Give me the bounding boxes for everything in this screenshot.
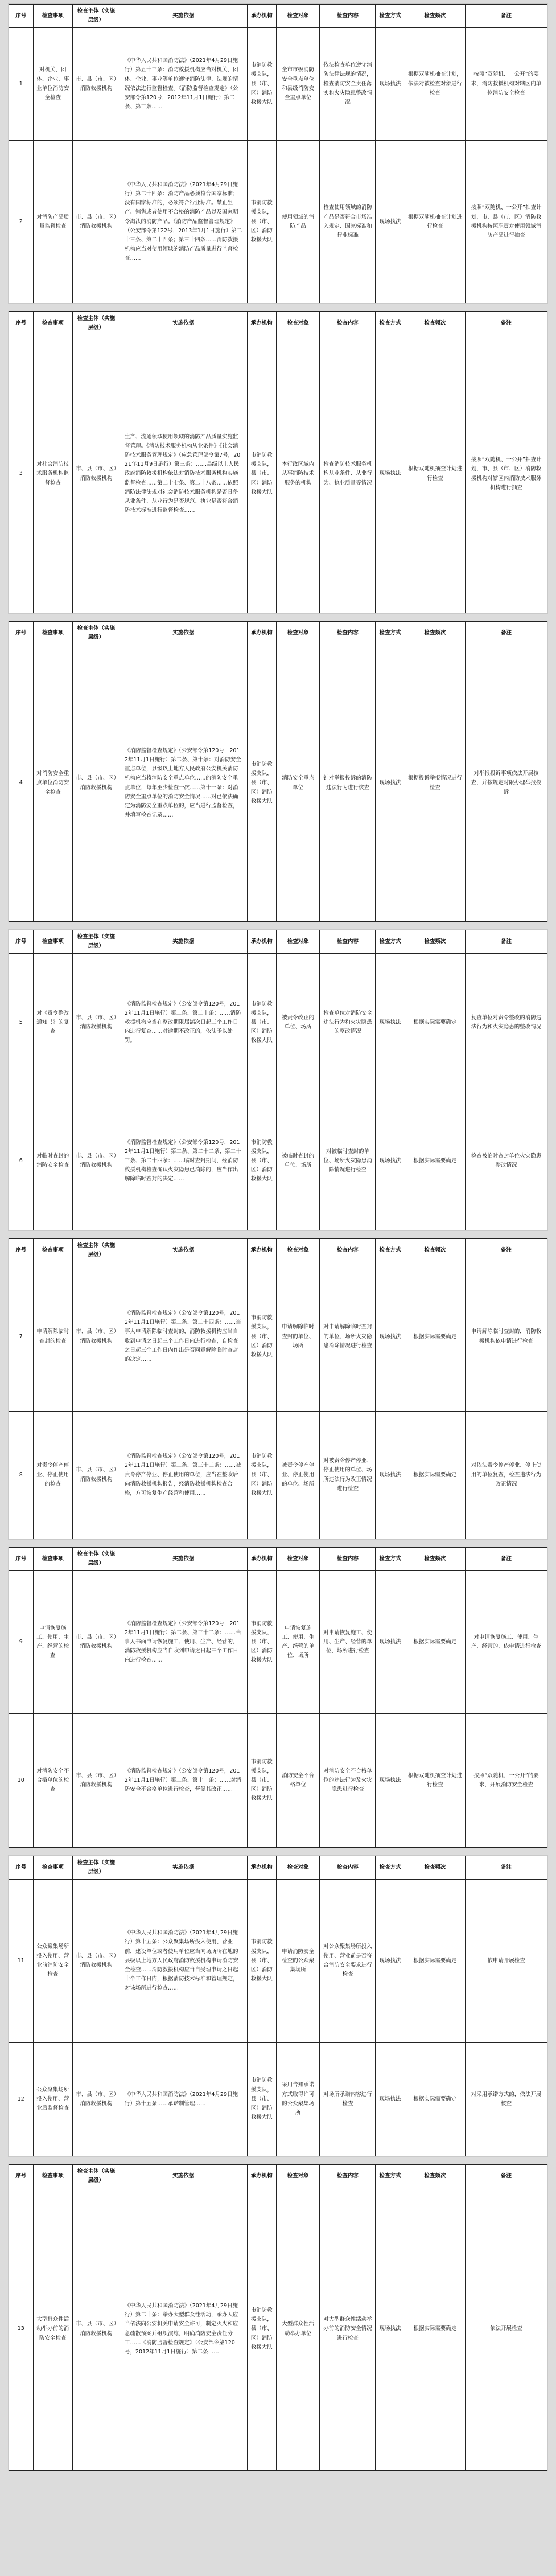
cell-object: 申请恢复施工、使用、生产、经营的单位、场所	[276, 1571, 320, 1714]
column-header-item: 检查事项	[33, 930, 72, 954]
cell-method: 现场执法	[376, 1092, 405, 1230]
column-header-org: 承办机构	[247, 930, 276, 954]
table-header-row	[9, 1239, 547, 1262]
cell-method: 现场执法	[376, 1412, 405, 1539]
column-header-subject: 检查主体（实施层级）	[72, 1239, 120, 1262]
cell-basis: 《消防监督检查规定》（公安部令第120号，2012年11月1日施行）第二条、第十一条：……对消防安全不合格单位进行检查，督促其改正……	[120, 1714, 247, 1848]
cell-method: 现场执法	[376, 141, 405, 303]
cell-subject: 市、县（市、区）消防救援机构	[72, 2042, 120, 2156]
cell-method: 现场执法	[376, 1714, 405, 1848]
cell-basis: 《中华人民共和国消防法》（2021年4月29日施行）第五十三条：消防救援机构应当对机关、团体、企业、事业等单位遵守消防法律、法规的情况依法进行监督检查。《消防监督检查规定》（公安部令第120号，2012年11月1日施行）第二条、第三条……	[120, 28, 247, 141]
column-header-org: 承办机构	[247, 312, 276, 335]
column-header-basis: 实施依据	[120, 312, 247, 335]
cell-object: 申请解除临时查封的单位、场所	[276, 1262, 320, 1412]
table-row	[9, 645, 547, 922]
column-header-freq: 检查频次	[405, 930, 466, 954]
column-header-basis: 实施依据	[120, 622, 247, 645]
table-header-row	[9, 1548, 547, 1571]
column-header-freq: 检查频次	[405, 312, 466, 335]
cell-method: 现场执法	[376, 954, 405, 1092]
cell-content: 对申请解除临时查封的单位、场所火灾隐患消除情况进行检查	[320, 1262, 376, 1412]
cell-item: 对机关、团体、企业、事业单位消防安全检查	[33, 28, 72, 141]
cell-org: 市消防救援支队，县（市、区）消防救援大队	[247, 1262, 276, 1412]
document-page	[8, 929, 548, 1231]
column-header-freq: 检查频次	[405, 5, 466, 28]
cell-object: 消防安全重点单位	[276, 645, 320, 922]
cell-object: 被责令改正的单位、场所	[276, 954, 320, 1092]
cell-org: 市消防救援支队，县（市、区）消防救援大队	[247, 2188, 276, 2471]
cell-no: 1	[9, 28, 34, 141]
table-row	[9, 2042, 547, 2156]
table-row	[9, 2188, 547, 2471]
document-page	[8, 1238, 548, 1540]
column-header-no: 序号	[9, 930, 34, 954]
column-header-freq: 检查频次	[405, 1856, 466, 1880]
cell-subject: 市、县（市、区）消防救援机构	[72, 1571, 120, 1714]
cell-subject: 市、县（市、区）消防救援机构	[72, 954, 120, 1092]
cell-org: 市消防救援支队，县（市、区）消防救援大队	[247, 28, 276, 141]
column-header-item: 检查事项	[33, 1856, 72, 1880]
column-header-remark: 备注	[466, 312, 547, 335]
document-page	[8, 1855, 548, 2157]
column-header-object: 检查对象	[276, 622, 320, 645]
inspection-table	[9, 621, 547, 922]
column-header-content: 检查内容	[320, 1548, 376, 1571]
cell-org: 市消防救援支队，县（市、区）消防救援大队	[247, 954, 276, 1092]
cell-remark: 申请解除临时查封的，消防救援机构依申请进行检查	[466, 1262, 547, 1412]
column-header-remark: 备注	[466, 622, 547, 645]
cell-no: 10	[9, 1714, 34, 1848]
column-header-method: 检查方式	[376, 2165, 405, 2188]
column-header-content: 检查内容	[320, 1239, 376, 1262]
cell-no: 6	[9, 1092, 34, 1230]
document-page	[8, 1547, 548, 1848]
column-header-content: 检查内容	[320, 5, 376, 28]
column-header-freq: 检查频次	[405, 1239, 466, 1262]
table-row	[9, 1571, 547, 1714]
cell-method: 现场执法	[376, 1262, 405, 1412]
cell-content: 对公众聚集场所投入使用、营业前是否符合消防安全要求进行检查	[320, 1880, 376, 2043]
column-header-method: 检查方式	[376, 1548, 405, 1571]
cell-freq: 根据双随机抽查计划进行检查	[405, 141, 466, 303]
cell-subject: 市、县（市、区）消防救援机构	[72, 645, 120, 922]
column-header-item: 检查事项	[33, 1548, 72, 1571]
cell-no: 9	[9, 1571, 34, 1714]
cell-remark: 对举报投诉事项依法开展核查，并按规定时限办理举报投诉	[466, 645, 547, 922]
table-header-row	[9, 5, 547, 28]
cell-freq: 根据实际需要确定	[405, 2042, 466, 2156]
column-header-object: 检查对象	[276, 930, 320, 954]
column-header-freq: 检查频次	[405, 2165, 466, 2188]
column-header-basis: 实施依据	[120, 2165, 247, 2188]
column-header-method: 检查方式	[376, 1239, 405, 1262]
cell-no: 13	[9, 2188, 34, 2471]
inspection-table	[9, 1547, 547, 1848]
table-row	[9, 1880, 547, 2043]
cell-freq: 根据双随机抽查计划进行检查	[405, 1714, 466, 1848]
column-header-org: 承办机构	[247, 5, 276, 28]
cell-object: 被临时查封的单位、场所	[276, 1092, 320, 1230]
cell-freq: 根据实际需要确定	[405, 1571, 466, 1714]
cell-method: 现场执法	[376, 1571, 405, 1714]
column-header-subject: 检查主体（实施层级）	[72, 5, 120, 28]
cell-object: 被责令停产停业、停止使用的单位、场所	[276, 1412, 320, 1539]
table-row	[9, 28, 547, 141]
column-header-no: 序号	[9, 312, 34, 335]
document-page	[8, 311, 548, 614]
cell-basis: 《中华人民共和国消防法》（2021年4月29日施行）第十五条：公众聚集场所投入使用、营业前，建设单位或者使用单位应当向场所所在地的县级以上地方人民政府消防救援机构申请消防安全检查……消防救援机构应当自受理申请之日起十个工作日内，根据消防技术标准和管理规定，对该场所进行检查……	[120, 1880, 247, 2043]
cell-remark: 对采用承诺方式的，依法开展核查	[466, 2042, 547, 2156]
cell-object: 本行政区域内从事消防技术服务的机构	[276, 335, 320, 613]
cell-item: 公众聚集场所投入使用、营业后监督检查	[33, 2042, 72, 2156]
column-header-basis: 实施依据	[120, 1548, 247, 1571]
column-header-object: 检查对象	[276, 312, 320, 335]
column-header-subject: 检查主体（实施层级）	[72, 622, 120, 645]
cell-freq: 根据实际需要确定	[405, 2188, 466, 2471]
cell-no: 4	[9, 645, 34, 922]
cell-remark: 检查被临时查封单位火灾隐患整改情况	[466, 1092, 547, 1230]
table-row	[9, 1092, 547, 1230]
cell-remark: 对依法责令停产停业、停止使用的单位复查，检查违法行为改正情况	[466, 1412, 547, 1539]
cell-org: 市消防救援支队，县（市、区）消防救援大队	[247, 645, 276, 922]
inspection-table	[9, 930, 547, 1230]
cell-freq: 根据双随机抽查计划，依法对被检查对象进行检查	[405, 28, 466, 141]
column-header-no: 序号	[9, 622, 34, 645]
column-header-remark: 备注	[466, 930, 547, 954]
column-header-no: 序号	[9, 1548, 34, 1571]
column-header-method: 检查方式	[376, 312, 405, 335]
column-header-method: 检查方式	[376, 1856, 405, 1880]
cell-subject: 市、县（市、区）消防救援机构	[72, 1092, 120, 1230]
cell-basis: 《中华人民共和国消防法》（2021年4月29日施行）第二十条：举办大型群众性活动，承办人应当依法向公安机关申请安全许可，制定灭火和应急疏散预案并组织演练，明确消防安全责任分工……《消防监督检查规定》（公安部令第120号，2012年11月1日施行）第二条……	[120, 2188, 247, 2471]
cell-method: 现场执法	[376, 2042, 405, 2156]
column-header-no: 序号	[9, 1239, 34, 1262]
cell-item: 公众聚集场所投入使用、营业前消防安全检查	[33, 1880, 72, 2043]
column-header-basis: 实施依据	[120, 5, 247, 28]
cell-subject: 市、县（市、区）消防救援机构	[72, 2188, 120, 2471]
column-header-remark: 备注	[466, 1239, 547, 1262]
column-header-item: 检查事项	[33, 2165, 72, 2188]
column-header-item: 检查事项	[33, 622, 72, 645]
inspection-table	[9, 311, 547, 613]
cell-basis: 《消防监督检查规定》（公安部令第120号，2012年11月1日施行）第二条、第三十二条：……当事人书面申请恢复施工、使用、生产、经营的，消防救援机构应当自收到申请之日起三个工作日内进行检查……	[120, 1571, 247, 1714]
cell-subject: 市、县（市、区）消防救援机构	[72, 141, 120, 303]
inspection-table	[9, 2164, 547, 2471]
cell-org: 市消防救援支队，县（市、区）消防救援大队	[247, 1092, 276, 1230]
column-header-method: 检查方式	[376, 5, 405, 28]
table-header-row	[9, 2165, 547, 2188]
cell-org: 市消防救援支队，县（市、区）消防救援大队	[247, 1714, 276, 1848]
table-row	[9, 1714, 547, 1848]
cell-method: 现场执法	[376, 28, 405, 141]
cell-org: 市消防救援支队，县（市、区）消防救援大队	[247, 141, 276, 303]
column-header-object: 检查对象	[276, 1239, 320, 1262]
inspection-table	[9, 1238, 547, 1539]
cell-subject: 市、县（市、区）消防救援机构	[72, 1714, 120, 1848]
cell-freq: 根据实际需要确定	[405, 1880, 466, 2043]
column-header-content: 检查内容	[320, 2165, 376, 2188]
column-header-no: 序号	[9, 2165, 34, 2188]
document-page	[8, 3, 548, 304]
cell-basis: 《消防监督检查规定》（公安部令第120号，2012年11月1日施行）第二条、第三十二条：……被责令停产停业、停止使用的单位，应当在整改后向消防救援机构报告，经消防救援机构检查合格，方可恢复生产经营和使用……	[120, 1412, 247, 1539]
cell-basis: 《中华人民共和国消防法》（2021年4月29日施行）第二十四条：消防产品必须符合国家标准；没有国家标准的，必须符合行业标准。禁止生产、销售或者使用不合格的消防产品以及国家明令淘汰的消防产品。《消防产品监督管理规定》（公安部令第122号，2013年1月1日施行）第二十三条、第二十四条；第三十四条……消防救援机构应当对使用领域的消防产品质量进行监督检查……	[120, 141, 247, 303]
cell-basis: 《消防监督检查规定》（公安部令第120号，2012年11月1日施行）第二条、第二十条：……消防救援机构应当在整改期限届满次日起三个工作日内进行复查……对逾期不改正的，依法予以处罚。	[120, 954, 247, 1092]
cell-freq: 根据实际需要确定	[405, 1262, 466, 1412]
cell-no: 11	[9, 1880, 34, 2043]
column-header-item: 检查事项	[33, 1239, 72, 1262]
cell-method: 现场执法	[376, 1880, 405, 2043]
column-header-org: 承办机构	[247, 2165, 276, 2188]
cell-remark: 按照“双随机、一公开”抽查计划，市、县（市、区）消防救援机构按照职责对使用领域消防产品进行抽查	[466, 141, 547, 303]
cell-no: 5	[9, 954, 34, 1092]
column-header-subject: 检查主体（实施层级）	[72, 1856, 120, 1880]
cell-object: 采用告知承诺方式取得许可的公众聚集场所	[276, 2042, 320, 2156]
cell-no: 8	[9, 1412, 34, 1539]
column-header-no: 序号	[9, 5, 34, 28]
cell-item: 申请解除临时查封的检查	[33, 1262, 72, 1412]
document-page	[8, 2164, 548, 2471]
cell-remark: 对申请恢复施工、使用、生产、经营的，依申请进行检查	[466, 1571, 547, 1714]
table-header-row	[9, 1856, 547, 1880]
cell-item: 对消防产品质量监督检查	[33, 141, 72, 303]
cell-freq: 根据实际需要确定	[405, 954, 466, 1092]
column-header-org: 承办机构	[247, 1548, 276, 1571]
cell-object: 全市市级消防安全重点单位和县级消防安全重点单位	[276, 28, 320, 141]
cell-remark: 按照“双随机、一公开”的要求，开展消防安全检查	[466, 1714, 547, 1848]
cell-item: 对临时查封的消防安全检查	[33, 1092, 72, 1230]
cell-method: 现场执法	[376, 645, 405, 922]
column-header-content: 检查内容	[320, 312, 376, 335]
cell-object: 申请消防安全检查的公众聚集场所	[276, 1880, 320, 2043]
column-header-freq: 检查频次	[405, 1548, 466, 1571]
column-header-content: 检查内容	[320, 622, 376, 645]
cell-basis: 生产、流通领域使用领域的消防产品质量实施监督管理。《消防技术服务机构从业条件》《社会消防技术服务管理规定》（应急管理部令第7号，2021年11月9日施行）第三条：……县级以上人民政府消防救援机构依法对消防技术服务机构实施监督检查……第二十七条、第二十八条……依照消防法律法规对社会消防技术服务机构是否具备从业条件、从业行为是否规范、执业是否符合消防技术标准进行监督检查……	[120, 335, 247, 613]
cell-object: 使用领域的消防产品	[276, 141, 320, 303]
cell-org: 市消防救援支队，县（市、区）消防救援大队	[247, 1412, 276, 1539]
cell-item: 申请恢复施工、使用、生产、经营的检查	[33, 1571, 72, 1714]
cell-remark: 依法开展检查	[466, 2188, 547, 2471]
column-header-item: 检查事项	[33, 5, 72, 28]
cell-item: 对《责令整改通知书》的复查	[33, 954, 72, 1092]
cell-item: 对消防安全重点单位消防安全检查	[33, 645, 72, 922]
column-header-org: 承办机构	[247, 1856, 276, 1880]
cell-org: 市消防救援支队，县（市、区）消防救援大队	[247, 1880, 276, 2043]
cell-basis: 《消防监督检查规定》（公安部令第120号，2012年11月1日施行）第二条、第二十四条：……当事人申请解除临时查封的，消防救援机构应当自收到申请之日起三个工作日内进行检查，自检查之日起三个工作日内作出是否同意解除临时查封的决定……	[120, 1262, 247, 1412]
table-header-row	[9, 312, 547, 335]
cell-no: 12	[9, 2042, 34, 2156]
column-header-subject: 检查主体（实施层级）	[72, 1548, 120, 1571]
cell-basis: 《消防监督检查规定》（公安部令第120号，2012年11月1日施行）第二条、第十条：对消防安全重点单位，县级以上地方人民政府公安机关消防机构应当将消防安全重点单位……的消防安全重点单位，每年至少检查一次……第十一条：对消防安全重点单位的消防安全情况……对已依法确定为消防安全重点单位的，应当进行监督检查，并填写检查记录……	[120, 645, 247, 922]
cell-remark: 按照“双随机、一公开”抽查计划，市、县（市、区）消防救援机构对辖区内消防技术服务机构进行抽查	[466, 335, 547, 613]
document-page	[8, 621, 548, 922]
cell-content: 对场所承诺内容进行检查	[320, 2042, 376, 2156]
cell-item: 对消防安全不合格单位的检查	[33, 1714, 72, 1848]
cell-subject: 市、县（市、区）消防救援机构	[72, 1880, 120, 2043]
column-header-basis: 实施依据	[120, 1239, 247, 1262]
cell-remark: 复查单位对责令整改的消防违法行为和火灾隐患的整改情况	[466, 954, 547, 1092]
cell-basis: 《中华人民共和国消防法》（2021年4月29日施行）第十五条……承诺制管理……	[120, 2042, 247, 2156]
table-row	[9, 335, 547, 613]
column-header-content: 检查内容	[320, 930, 376, 954]
cell-method: 现场执法	[376, 335, 405, 613]
cell-content: 针对举报投诉的消防违法行为进行核查	[320, 645, 376, 922]
cell-content: 对被责令停产停业、停止使用的单位、场所违法行为改正情况进行检查	[320, 1412, 376, 1539]
cell-content: 对大型群众性活动举办前的消防安全情况进行检查	[320, 2188, 376, 2471]
column-header-subject: 检查主体（实施层级）	[72, 930, 120, 954]
column-header-object: 检查对象	[276, 5, 320, 28]
cell-item: 对责令停产停业、停止使用的检查	[33, 1412, 72, 1539]
cell-org: 市消防救援支队，县（市、区）消防救援大队	[247, 1571, 276, 1714]
column-header-method: 检查方式	[376, 930, 405, 954]
cell-content: 对申请恢复施工、使用、生产、经营的单位、场所进行检查	[320, 1571, 376, 1714]
column-header-method: 检查方式	[376, 622, 405, 645]
table-header-row	[9, 930, 547, 954]
column-header-remark: 备注	[466, 1856, 547, 1880]
column-header-org: 承办机构	[247, 622, 276, 645]
column-header-content: 检查内容	[320, 1856, 376, 1880]
cell-no: 3	[9, 335, 34, 613]
cell-subject: 市、县（市、区）消防救援机构	[72, 1412, 120, 1539]
table-row	[9, 141, 547, 303]
column-header-subject: 检查主体（实施层级）	[72, 2165, 120, 2188]
cell-org: 市消防救援支队，县（市、区）消防救援大队	[247, 2042, 276, 2156]
column-header-object: 检查对象	[276, 2165, 320, 2188]
cell-freq: 根据实际需要确定	[405, 1412, 466, 1539]
cell-subject: 市、县（市、区）消防救援机构	[72, 28, 120, 141]
table-row	[9, 1262, 547, 1412]
column-header-object: 检查对象	[276, 1856, 320, 1880]
cell-method: 现场执法	[376, 2188, 405, 2471]
column-header-basis: 实施依据	[120, 1856, 247, 1880]
cell-content: 检查消防技术服务机构从业条件、从业行为、执业质量等情况	[320, 335, 376, 613]
cell-subject: 市、县（市、区）消防救援机构	[72, 335, 120, 613]
cell-item: 对社会消防技术服务机构监督检查	[33, 335, 72, 613]
cell-object: 大型群众性活动举办单位	[276, 2188, 320, 2471]
column-header-remark: 备注	[466, 1548, 547, 1571]
column-header-subject: 检查主体（实施层级）	[72, 312, 120, 335]
cell-content: 对被临时查封的单位、场所火灾隐患消除情况进行检查	[320, 1092, 376, 1230]
column-header-org: 承办机构	[247, 1239, 276, 1262]
cell-remark: 按照“双随机、一公开”的要求，消防救援机构对辖区内单位消防安全检查	[466, 28, 547, 141]
inspection-table	[9, 1856, 547, 2156]
column-header-remark: 备注	[466, 2165, 547, 2188]
cell-remark: 依申请开展检查	[466, 1880, 547, 2043]
cell-content: 检查使用领域的消防产品是否符合市场准入规定、国家标准和行业标准	[320, 141, 376, 303]
table-header-row	[9, 622, 547, 645]
column-header-freq: 检查频次	[405, 622, 466, 645]
table-row	[9, 1412, 547, 1539]
column-header-basis: 实施依据	[120, 930, 247, 954]
cell-subject: 市、县（市、区）消防救援机构	[72, 1262, 120, 1412]
inspection-table	[9, 4, 547, 303]
cell-basis: 《消防监督检查规定》（公安部令第120号，2012年11月1日施行）第二条、第二十二条、第二十三条、第二十四条：……临时查封期间，经消防救援机构检查确认火灾隐患已消除的，应当作出解除临时查封的决定……	[120, 1092, 247, 1230]
cell-org: 市消防救援支队，县（市、区）消防救援大队	[247, 335, 276, 613]
column-header-remark: 备注	[466, 5, 547, 28]
column-header-object: 检查对象	[276, 1548, 320, 1571]
cell-content: 检查单位对消防安全违法行为和火灾隐患的整改情况	[320, 954, 376, 1092]
column-header-no: 序号	[9, 1856, 34, 1880]
cell-content: 对消防安全不合格单位的违法行为及火灾隐患进行检查	[320, 1714, 376, 1848]
cell-freq: 根据投诉举报情况进行检查	[405, 645, 466, 922]
column-header-item: 检查事项	[33, 312, 72, 335]
cell-item: 大型群众性活动举办前的消防安全检查	[33, 2188, 72, 2471]
cell-no: 2	[9, 141, 34, 303]
cell-freq: 根据实际需要确定	[405, 1092, 466, 1230]
cell-content: 依法检查单位遵守消防法律法规的情况，检查消防安全责任落实和火灾隐患整改情况	[320, 28, 376, 141]
table-row	[9, 954, 547, 1092]
cell-no: 7	[9, 1262, 34, 1412]
cell-freq: 根据双随机抽查计划进行检查	[405, 335, 466, 613]
cell-object: 消防安全不合格单位	[276, 1714, 320, 1848]
